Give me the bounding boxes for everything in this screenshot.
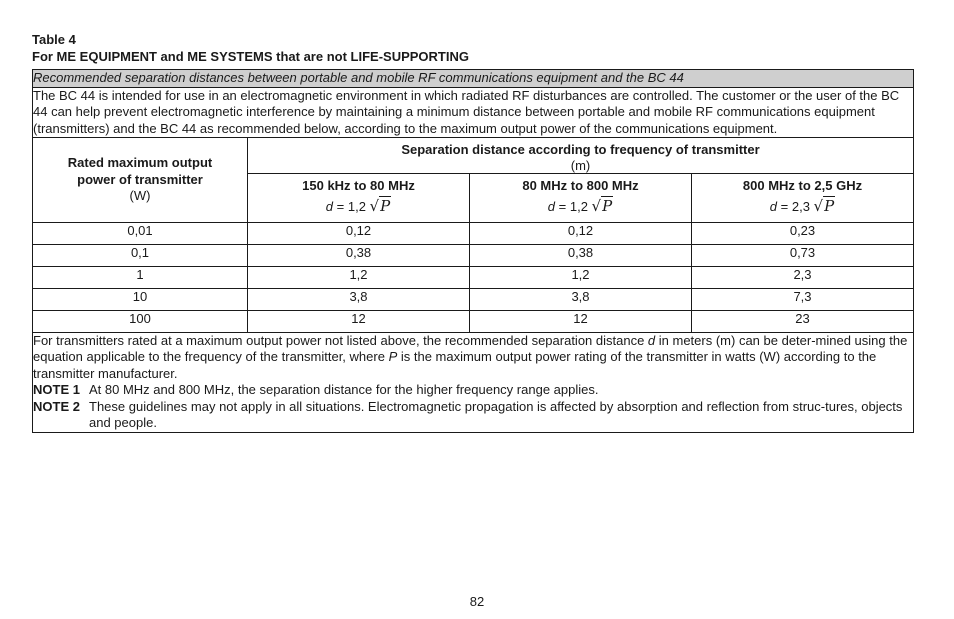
separation-unit: (m): [570, 157, 591, 173]
formula-3: [692, 198, 913, 216]
cell-distance: 12: [248, 310, 470, 332]
cell-distance: 3,8: [470, 288, 692, 310]
note-2: [33, 399, 913, 432]
cell-distance: 1,2: [248, 266, 470, 288]
formula-p-3: P: [824, 197, 835, 215]
footer-text-b: in meters (m) can be deter-mined using the equation applicable to the frequency of the transmitter, where: [33, 332, 908, 364]
document-page: [32, 32, 913, 433]
freq-header-2: [470, 173, 692, 222]
cell-distance: 0,23: [692, 222, 914, 244]
table-heading-row: [33, 70, 914, 88]
rated-power-line1: Rated maximum output: [67, 155, 213, 170]
sqrt-icon: √P: [591, 197, 613, 215]
cell-power: 0,01: [33, 222, 248, 244]
formula-d-2: d: [547, 199, 556, 214]
formula-p-1: P: [380, 197, 391, 215]
rated-power-line2: power of transmitter: [77, 171, 203, 187]
footer-var-p: P: [388, 349, 398, 364]
header-row-1: [33, 138, 914, 174]
cell-distance: 0,12: [470, 222, 692, 244]
formula-eq-2: = 1,2: [555, 199, 592, 214]
note-1-label: NOTE 1: [33, 382, 80, 397]
table-row: [33, 266, 914, 288]
freq-range-1: 150 kHz to 80 MHz: [302, 177, 415, 193]
cell-power: 10: [33, 288, 248, 310]
cell-distance: 12: [470, 310, 692, 332]
freq-header-1: [248, 173, 470, 222]
cell-distance: 0,38: [470, 244, 692, 266]
cell-distance: 0,73: [692, 244, 914, 266]
intro-text: The BC 44 is intended for use in an electromagnetic environment in which radiated RF disturbances are controlled. The customer or the user of the BC 44 can help prevent electromagnetic interference by maintaining a minimum distance between portable and mobile RF communications equipment (transmitters) and the BC 44 as recommended below, according to the maximum output power of the communications equipment.: [33, 87, 914, 138]
footer-paragraph: [33, 333, 913, 383]
formula-2: [470, 198, 691, 216]
table-heading: Recommended separation distances between portable and mobile RF communications equipment and the BC 44: [33, 70, 914, 88]
separation-title: Separation distance according to frequency of transmitter: [401, 142, 760, 157]
table-row: [33, 288, 914, 310]
formula-p-2: P: [602, 197, 613, 215]
formula-1: [248, 198, 469, 216]
freq-range-3: 800 MHz to 2,5 GHz: [742, 177, 863, 193]
freq-range-2: 80 MHz to 800 MHz: [522, 177, 639, 193]
rated-power-unit: (W): [129, 188, 151, 203]
note-1-text: At 80 MHz and 800 MHz, the separation distance for the higher frequency range applies.: [89, 382, 599, 397]
footer-row: [33, 332, 914, 432]
cell-distance: 7,3: [692, 288, 914, 310]
cell-distance: 0,12: [248, 222, 470, 244]
note-1: [33, 382, 913, 399]
separation-distance-table: [32, 69, 914, 433]
table-row: [33, 310, 914, 332]
note-2-text: These guidelines may not apply in all situations. Electromagnetic propagation is affected by absorption and reflection from struc-tures, objects and people.: [89, 398, 903, 430]
cell-distance: 3,8: [248, 288, 470, 310]
cell-distance: 23: [692, 310, 914, 332]
cell-power: 100: [33, 310, 248, 332]
table-label: Table 4: [32, 32, 76, 47]
formula-d-3: d: [769, 199, 778, 214]
sqrt-icon: √P: [369, 197, 391, 215]
footer-text-a: For transmitters rated at a maximum output power not listed above, the recommended separation distance: [33, 332, 648, 348]
formula-eq-3: = 2,3: [777, 199, 814, 214]
cell-distance: 2,3: [692, 266, 914, 288]
freq-header-3: [692, 173, 914, 222]
cell-distance: 0,38: [248, 244, 470, 266]
table-row: [33, 244, 914, 266]
cell-power: 1: [33, 266, 248, 288]
page-number: 82: [469, 594, 485, 609]
footer-var-d: d: [647, 332, 656, 348]
separation-header: [248, 138, 914, 174]
note-2-label: NOTE 2: [33, 398, 80, 414]
sqrt-icon: √P: [813, 197, 835, 215]
formula-eq-1: = 1,2: [333, 199, 370, 214]
footer-text-c: is the maximum output power rating of the transmitter in watts (W) according to the transmitter manufacturer.: [33, 349, 877, 381]
footer-cell: [33, 332, 914, 432]
cell-distance: 1,2: [470, 266, 692, 288]
table-title: For ME EQUIPMENT and ME SYSTEMS that are not LIFE-SUPPORTING: [32, 48, 469, 64]
intro-row: [33, 87, 914, 138]
table-row: [33, 222, 914, 244]
formula-d-1: d: [325, 199, 334, 214]
rated-power-header: [33, 138, 248, 223]
cell-power: 0,1: [33, 244, 248, 266]
